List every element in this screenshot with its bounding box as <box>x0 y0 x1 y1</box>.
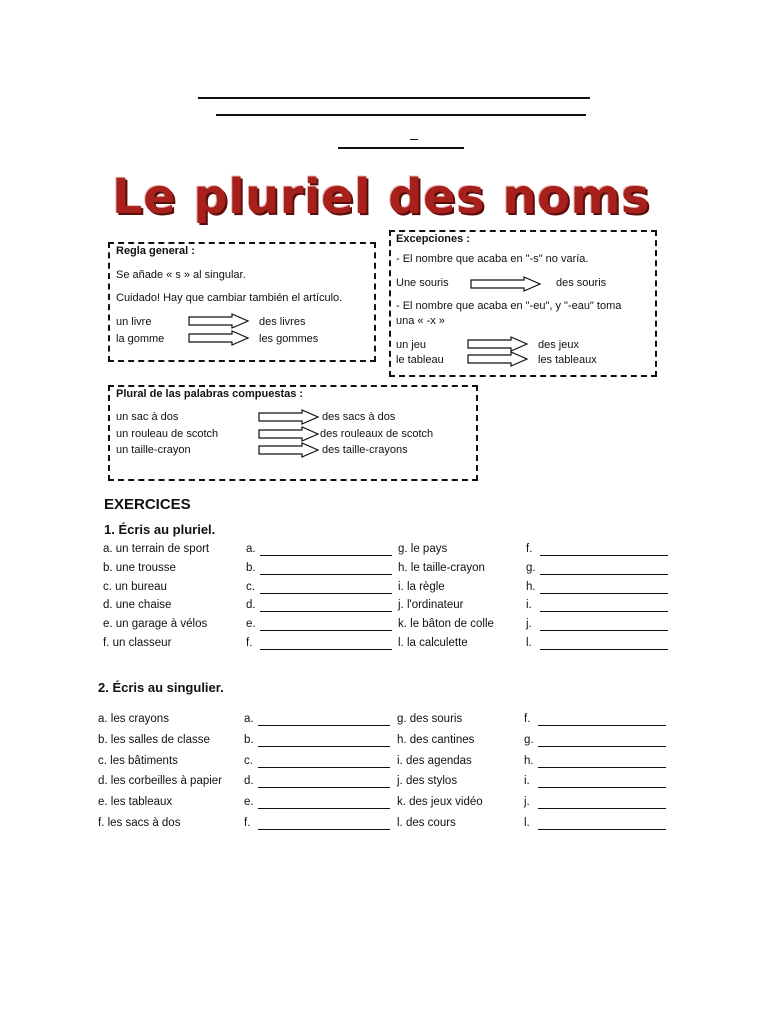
ex2-left-answer-blank[interactable] <box>258 798 390 809</box>
ex2-right-item: j. des stylos <box>397 775 458 788</box>
excepciones-pair-2-pl: des jeux <box>538 339 579 351</box>
ex1-left-item: c. un bureau <box>103 580 167 593</box>
excepciones-heading: Excepciones : <box>396 233 470 245</box>
ex2-left-answer-label: f. <box>244 817 251 829</box>
excepciones-rule-2: - El nombre que acaba en "-eu", y "-eau" toma <box>396 300 622 312</box>
compuestas-pair-3-pl: des taille-crayons <box>322 444 408 456</box>
ex1-left-answer-label: c. <box>246 580 255 593</box>
ex2-left-answer-blank[interactable] <box>258 715 390 726</box>
ex2-left-item: e. les tableaux <box>98 796 173 809</box>
ex1-left-answer-label: d. <box>246 599 256 612</box>
ex2-left-answer-blank[interactable] <box>258 736 390 747</box>
ex1-left-item: a. un terrain de sport <box>103 543 210 555</box>
exercices-heading: EXERCICES <box>104 496 191 513</box>
ex2-right-item: h. des cantines <box>397 733 475 746</box>
excepciones-pair-2-sg: un jeu <box>396 339 426 351</box>
excepciones-pair-3-pl: les tableaux <box>538 354 597 366</box>
ex1-right-answer-label: l. <box>526 637 532 649</box>
ex1-left-answer-blank[interactable] <box>260 564 392 575</box>
ex1-left-item: f. un classeur <box>103 637 172 649</box>
header-rule-3 <box>338 147 464 149</box>
ex1-right-answer-label: f. <box>526 543 533 555</box>
ex2-right-answer-blank[interactable] <box>538 777 666 788</box>
arrow-icon <box>467 351 529 367</box>
ex1-left-answer-blank[interactable] <box>260 601 392 612</box>
ex2-left-item: a. les crayons <box>98 713 169 725</box>
ex2-right-answer-label: i. <box>524 775 530 788</box>
ex2-right-answer-label: f. <box>524 713 531 725</box>
ex2-left-answer-blank[interactable] <box>258 777 390 788</box>
regla-heading: Regla general : <box>116 245 195 257</box>
ex1-left-item: e. un garage à vélos <box>103 618 208 631</box>
ex2-right-answer-label: g. <box>524 733 534 746</box>
ex1-left-answer-blank[interactable] <box>260 545 392 556</box>
regla-pair-1-pl: des livres <box>259 316 306 328</box>
ex2-right-answer-blank[interactable] <box>538 819 666 830</box>
ex1-right-answer-blank[interactable] <box>540 564 668 575</box>
ex2-left-answer-label: b. <box>244 733 254 746</box>
excepciones-rule-1: - El nombre que acaba en "-s" no varía. <box>396 253 589 265</box>
ex2-right-item: k. des jeux vidéo <box>397 796 483 809</box>
ex1-right-answer-blank[interactable] <box>540 601 668 612</box>
ex2-right-item: l. des cours <box>397 817 456 829</box>
compuestas-pair-1-pl: des sacs à dos <box>322 411 396 423</box>
ex2-left-answer-label: c. <box>244 754 253 767</box>
ex2-left-item: c. les bâtiments <box>98 754 178 767</box>
ex1-left-answer-label: b. <box>246 561 256 574</box>
ex1-left-answer-label: a. <box>246 543 256 555</box>
ex2-right-answer-blank[interactable] <box>538 715 666 726</box>
excepciones-pair-1-sg: Une souris <box>396 277 449 289</box>
compuestas-pair-2-pl: des rouleaux de scotch <box>320 428 434 440</box>
compuestas-heading: Plural de las palabras compuestas : <box>116 388 304 400</box>
regla-line-2: Cuidado! Hay que cambiar también el artículo. <box>116 292 343 304</box>
excepciones-pair-3-sg: le tableau <box>396 354 444 366</box>
compuestas-pair-3-sg: un taille-crayon <box>116 444 191 456</box>
ex1-left-answer-blank[interactable] <box>260 639 392 650</box>
ex1-right-answer-blank[interactable] <box>540 639 668 650</box>
ex2-left-answer-blank[interactable] <box>258 757 390 768</box>
ex2-left-answer-label: e. <box>244 796 254 809</box>
arrow-icon <box>467 336 529 352</box>
ex2-right-answer-label: j. <box>524 796 530 809</box>
ex1-right-answer-label: i. <box>526 599 532 612</box>
ex1-left-answer-label: f. <box>246 637 253 649</box>
ex2-right-answer-blank[interactable] <box>538 798 666 809</box>
regla-pair-2-sg: la gomme <box>116 333 165 345</box>
ex1-right-answer-label: h. <box>526 580 536 593</box>
ex1-right-item: h. le taille-crayon <box>398 561 485 574</box>
arrow-icon <box>188 313 250 329</box>
ex1-right-answer-label: g. <box>526 561 536 574</box>
ex1-left-item: d. une chaise <box>103 599 172 612</box>
ex1-right-item: g. le pays <box>398 543 448 555</box>
ex1-right-answer-blank[interactable] <box>540 620 668 631</box>
arrow-icon <box>188 330 250 346</box>
ex2-left-item: d. les corbeilles à papier <box>98 775 223 788</box>
ex1-left-answer-blank[interactable] <box>260 583 392 594</box>
header-rule-1 <box>198 97 590 99</box>
header-rule-dash <box>410 139 418 140</box>
ex2-left-item: f. les sacs à dos <box>98 817 181 829</box>
ex1-right-item: k. le bâton de colle <box>398 618 494 631</box>
ex2-left-item: b. les salles de classe <box>98 733 210 746</box>
ex1-right-answer-label: j. <box>526 618 532 631</box>
ex2-left-answer-label: d. <box>244 775 254 788</box>
ex1-left-answer-label: e. <box>246 618 256 631</box>
ex2-right-answer-label: l. <box>524 817 530 829</box>
arrow-icon <box>258 442 320 458</box>
ex1-right-answer-blank[interactable] <box>540 545 668 556</box>
ex1-left-item: b. une trousse <box>103 561 176 574</box>
ex2-right-answer-blank[interactable] <box>538 736 666 747</box>
ex2-title: 2. Écris au singulier. <box>98 680 224 695</box>
regla-pair-2-pl: les gommes <box>259 333 319 345</box>
excepciones-rule-2b: una « -x » <box>396 315 445 327</box>
ex2-right-answer-blank[interactable] <box>538 757 666 768</box>
page-title: Le pluriel des noms <box>112 169 651 225</box>
ex1-right-item: l. la calculette <box>398 637 468 649</box>
ex2-left-answer-blank[interactable] <box>258 819 390 830</box>
ex2-left-answer-label: a. <box>244 713 254 725</box>
compuestas-pair-2-sg: un rouleau de scotch <box>116 428 219 440</box>
arrow-icon <box>470 276 542 292</box>
ex2-right-item: i. des agendas <box>397 754 472 767</box>
ex1-right-item: i. la règle <box>398 580 445 593</box>
ex2-right-answer-label: h. <box>524 754 534 767</box>
excepciones-pair-1-pl: des souris <box>556 277 607 289</box>
ex1-title: 1. Écris au pluriel. <box>104 522 216 537</box>
ex1-right-item: j. l'ordinateur <box>398 599 464 612</box>
regla-pair-1-sg: un livre <box>116 316 152 328</box>
regla-line-1: Se añade « s » al singular. <box>116 269 246 281</box>
ex1-left-answer-blank[interactable] <box>260 620 392 631</box>
header-rule-2 <box>216 114 586 116</box>
compuestas-pair-1-sg: un sac à dos <box>116 411 179 423</box>
arrow-icon <box>258 409 320 425</box>
ex1-right-answer-blank[interactable] <box>540 583 668 594</box>
arrow-icon <box>258 426 320 442</box>
ex2-right-item: g. des souris <box>397 713 463 725</box>
